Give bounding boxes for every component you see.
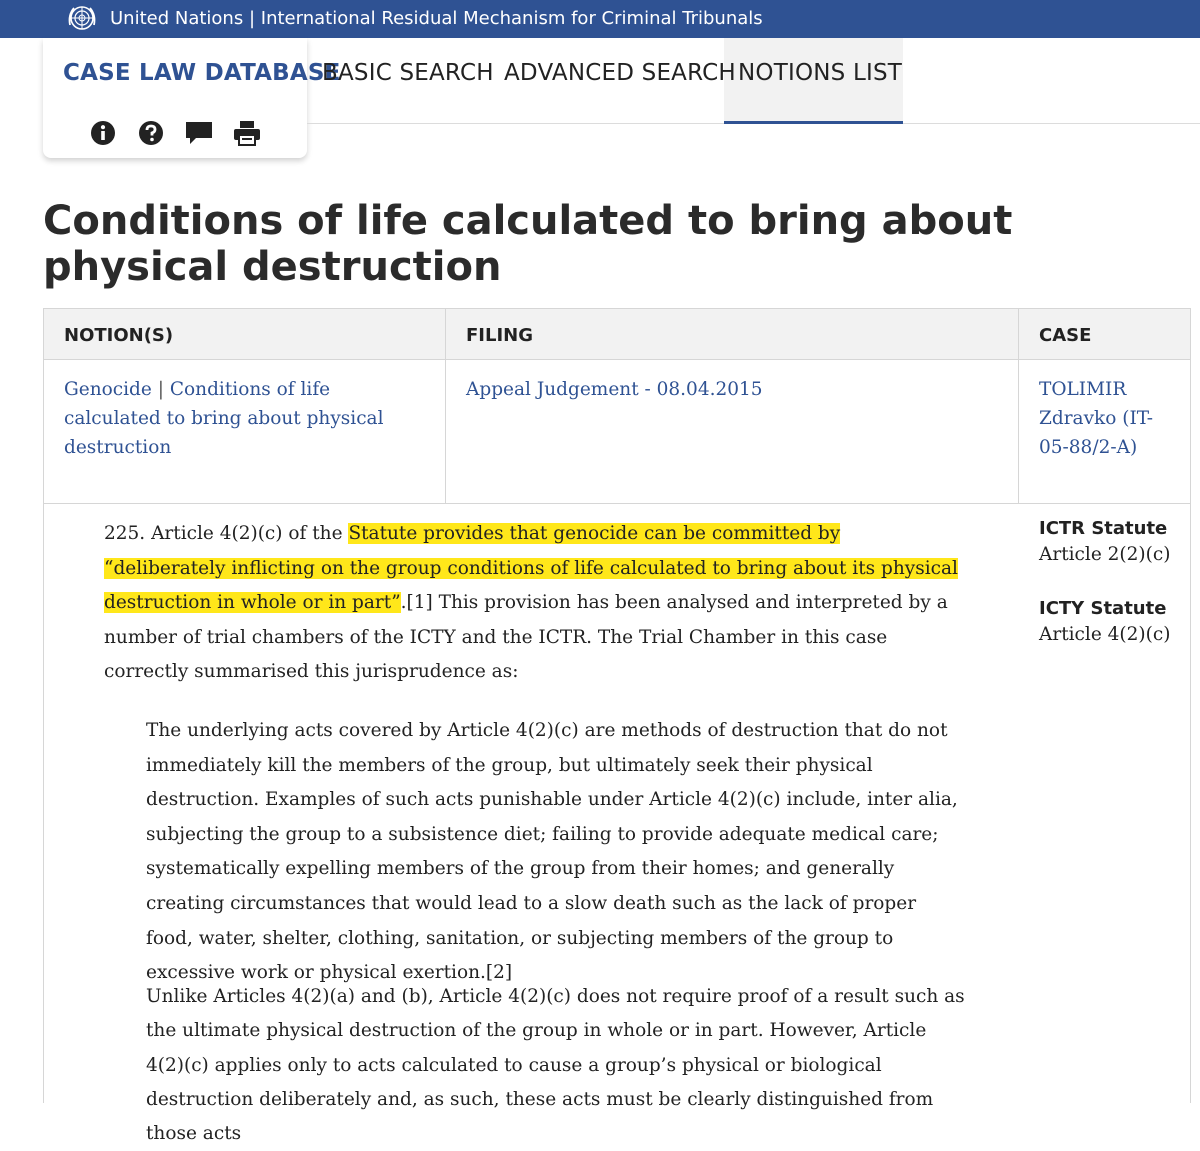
header-filing: FILING <box>446 309 1019 359</box>
header-notions: NOTION(S) <box>44 309 446 359</box>
cell-notions <box>44 360 446 503</box>
filing-link[interactable]: Appeal Judgement - 08.04.2015 <box>466 379 763 400</box>
statute-article-link[interactable]: Article 2(2)(c) <box>1039 544 1171 565</box>
nav-advanced-search[interactable]: ADVANCED SEARCH <box>504 60 736 86</box>
cell-filing <box>446 360 1019 503</box>
page-title: Conditions of life calculated to bring about physical destruction <box>43 198 1013 290</box>
cell-case <box>1019 360 1190 503</box>
paragraph-continued: Unlike Articles 4(2)(a) and (b), Article 4(2)(c) does not require proof of a result such as the ultimate physical destruction of the group in whole or in part. However, Article 4(2)(c) applies only to acts calculated to cause a group’s physical or biological destruction deliberately and, as such, these acts must be clearly distinguished from those acts <box>146 986 965 1145</box>
banner-title[interactable] <box>110 0 763 38</box>
block-quote: The underlying acts covered by Article 4(2)(c) are methods of destruction that do not immediately kill the members of the group, but ultimately seek their physical destruction. Examples of such acts punishable under Article 4(2)(c) include, inter alia, subjecting the group to a subsistence diet; failing to provide adequate medical care; systematically expelling members of the group from their homes; and generally creating circumstances that would lead to a slow death such as the lack of proper food, water, shelter, clothing, sanitation, or subjecting members of the group to excessive work or physical exertion.[2] <box>146 720 958 984</box>
case-link[interactable]: TOLIMIR Zdravko (IT-05-88/2-A) <box>1039 379 1153 458</box>
notion-separator: | <box>157 379 164 400</box>
un-emblem-icon[interactable] <box>62 3 102 35</box>
notion-link-conditions-of-life[interactable]: Conditions of life calculated to bring about physical destruction <box>64 379 384 458</box>
comment-icon[interactable] <box>184 118 214 148</box>
nav-basic-search[interactable]: BASIC SEARCH <box>322 60 494 86</box>
statute-icty <box>1039 598 1170 645</box>
table-header <box>44 309 1190 360</box>
toolbar <box>88 118 262 148</box>
header-case: CASE <box>1039 325 1092 346</box>
p1-after: .[1] This provision has been analysed and interpreted by a number of trial chambers of the ICTY and the ICTR. The Trial Chamber in this case correctly summarised this jurisprudence as: <box>104 592 948 682</box>
results-table <box>43 308 1191 504</box>
banner-divider: | <box>248 8 256 29</box>
help-icon[interactable] <box>136 118 166 148</box>
info-icon[interactable] <box>88 118 118 148</box>
print-icon[interactable] <box>232 118 262 148</box>
table-row <box>44 360 1190 504</box>
paragraph-225 <box>104 517 966 690</box>
statute-name: ICTR Statute <box>1039 518 1168 539</box>
highlighted-text: Statute provides that genocide can be committed by “deliberately inflicting on the group conditions of life calculated to bring about its physical destruction in whole or in part” <box>104 523 958 613</box>
un-banner <box>0 0 1200 38</box>
p1-before: 225. Article 4(2)(c) of the <box>104 523 349 544</box>
banner-org: United Nations <box>110 8 244 29</box>
nav-notions-list[interactable]: NOTIONS LIST <box>738 60 903 86</box>
statute-article-link[interactable]: Article 4(2)(c) <box>1039 624 1171 645</box>
statute-name: ICTY Statute <box>1039 598 1167 619</box>
brand-case-law-database[interactable]: CASE LAW DATABASE <box>63 60 341 86</box>
statute-ictr <box>1039 518 1170 565</box>
notion-link-genocide[interactable]: Genocide <box>64 379 152 400</box>
banner-mechanism: International Residual Mechanism for Criminal Tribunals <box>260 8 763 29</box>
